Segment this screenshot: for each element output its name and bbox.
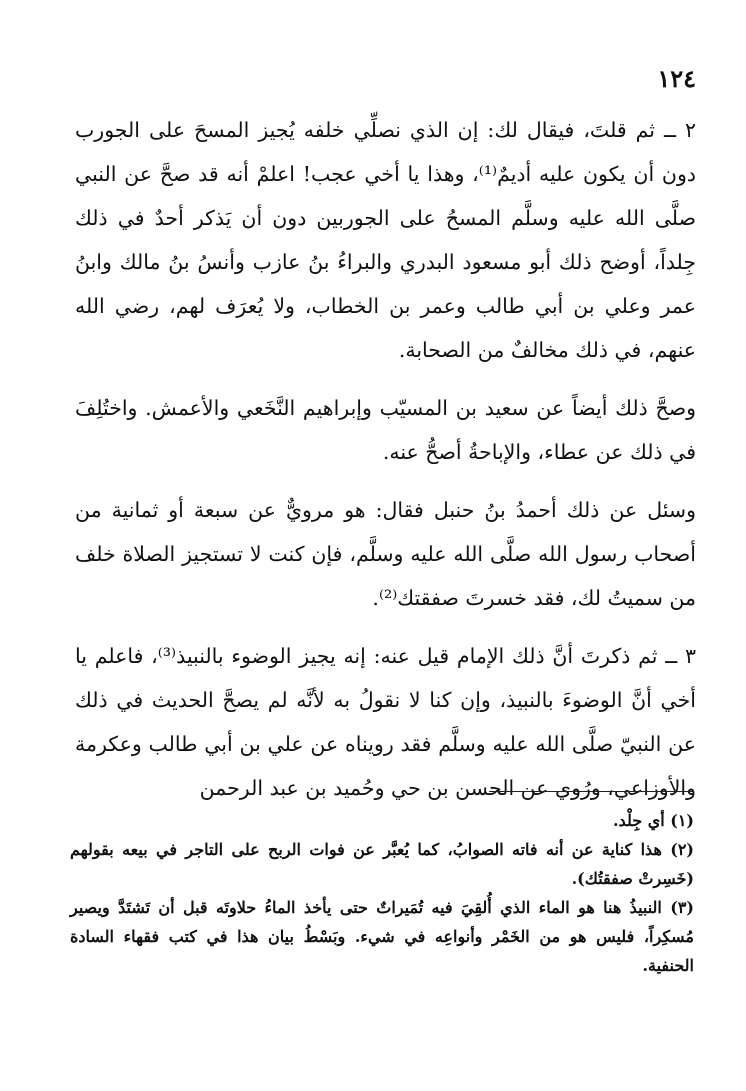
main-text — [75, 108, 696, 810]
paragraph-1: ٢ ــ ثم قلتَ، فيقال لك: إن الذي نصلِّي خلفه يُجيز المسحَ على الجورب دون أن يكون عليه أديمٌ⁽¹⁾، وهذا يا أخي عجب! اعلمْ أنه قد صحَّ عن النبي صلَّى الله عليه وسلَّم المسحُ على الجوربين دون أن يَذكر أحدٌ في ذلك جِلداً، أوضح ذلك أبو مسعود البدري والبراءُ بنُ عازب وأنسُ بنُ مالك وابنُ عمر وعلي بن أبي طالب وعمر بن الخطاب، ولا يُعرَف لهم، رضي الله عنهم، في ذلك مخالفٌ من الصحابة. — [75, 118, 696, 362]
footnote-2: (٢) هذا كناية عن أنه فاته الصوابُ، كما يُعبَّر عن فوات الربح على التاجر في بيعه بقولهم (خَسِرتْ صفقتُك). — [70, 840, 694, 888]
paragraph-3: وسئل عن ذلك أحمدُ بنُ حنبل فقال: هو مرويٌّ عن سبعة أو ثمانية من أصحاب رسول الله صلَّى الله عليه وسلَّم، فإن كنت لا تستجيز الصلاة خلف من سميتُ لك، فقد خسرتَ صفقتك⁽²⁾. — [75, 498, 696, 610]
page-number: ١٢٤ — [657, 64, 696, 93]
footnote-3: (٣) النبيذُ هنا هو الماء الذي أُلقِيَ فيه تُمَيراتٌ حتى يأخذ الماءُ حلاوتَه قبل أن تَشتَدَّ ويصير مُسكِراً، فليس هو من الخَمْر وأنواعِه في شيء. وبَسْطُ بيان هذا في كتب فقهاء السادة الحنفية. — [70, 898, 694, 975]
paragraph-2: وصحَّ ذلك أيضاً عن سعيد بن المسيّب وإبراهيم النَّخَعي والأعمش. واختُلِفَ في ذلك عن عطاء، والإباحةُ أصحُّ عنه. — [75, 396, 696, 464]
footnote-1: (١) أي جِلْد. — [612, 811, 694, 830]
footnotes — [70, 806, 694, 980]
paragraph-4: ٣ ــ ثم ذكرتَ أنَّ ذلك الإمام قيل عنه: إنه يجيز الوضوء بالنبيذ⁽³⁾، فاعلم يا أخي أنَّ الوضوءَ بالنبيذ، وإن كنا لا نقولُ به لأنَّه لم يصحَّ الحديث في ذلك عن النبيّ صلَّى الله عليه وسلَّم فقد رويناه عن علي بن أبي طالب وعكرمة والأوزاعي، ورُوي عن الحسن بن حي وحُميد بن عبد الرحمن — [75, 644, 696, 800]
footnote-divider — [489, 791, 694, 792]
